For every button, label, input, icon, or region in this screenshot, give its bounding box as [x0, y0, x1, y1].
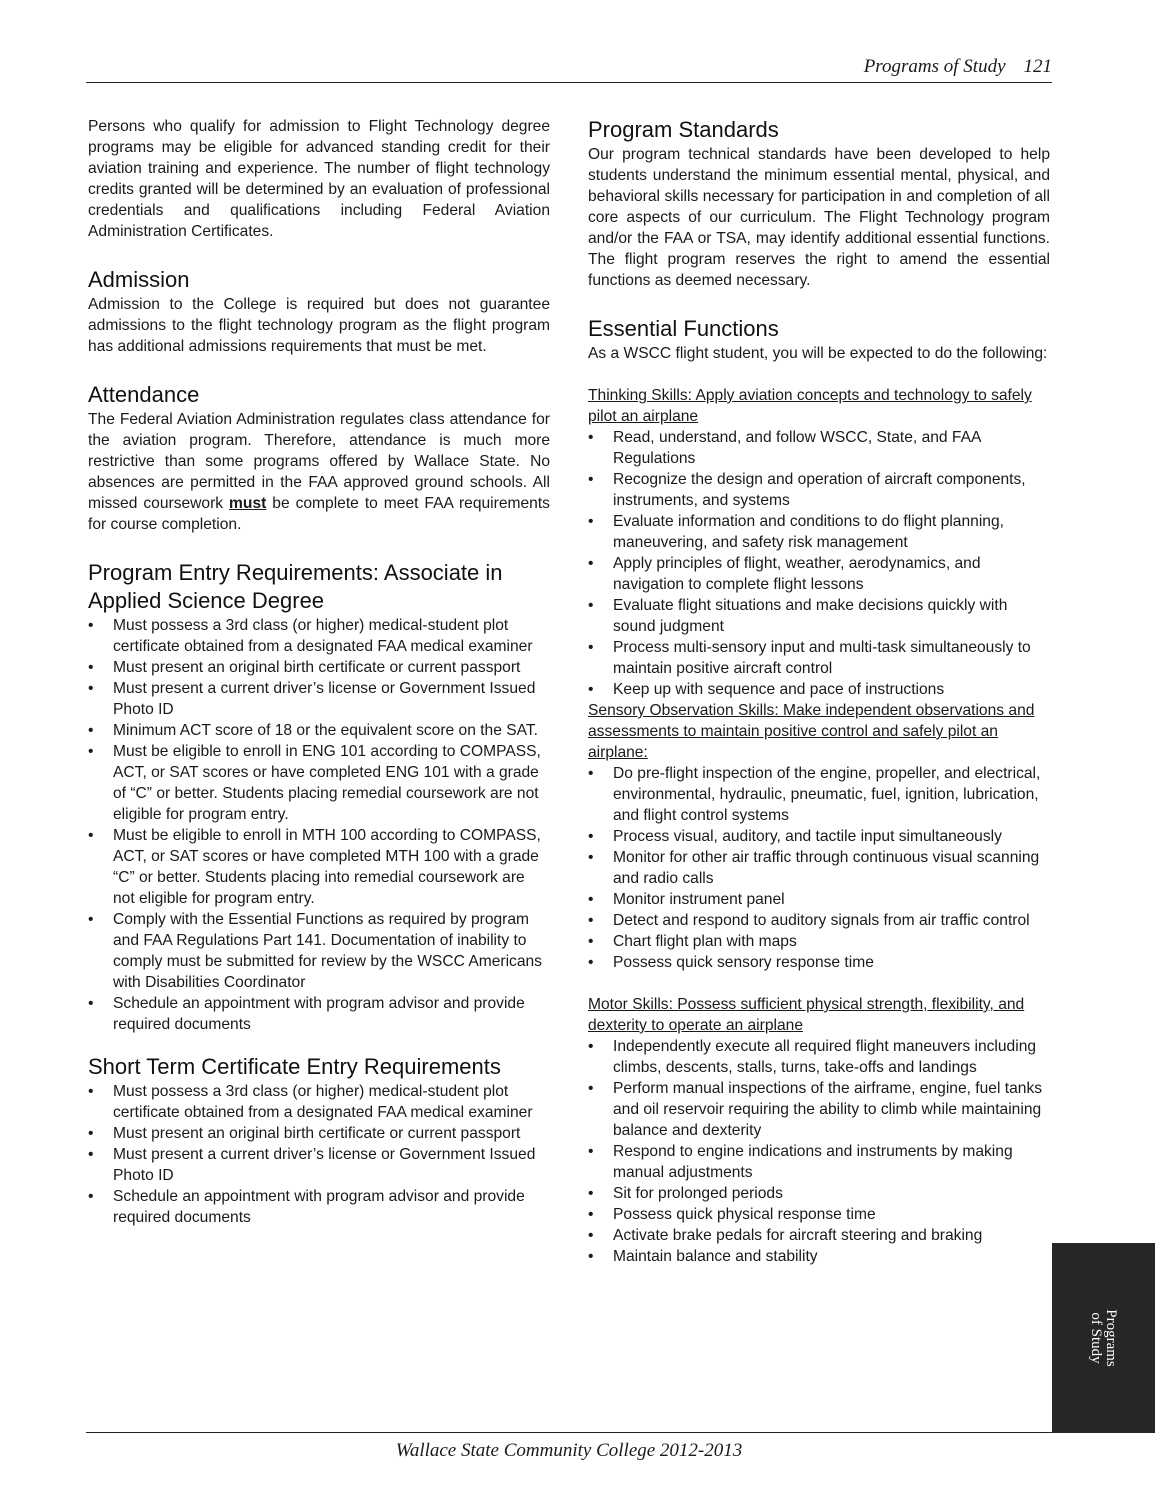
short-term-heading: Short Term Certificate Entry Requirements [88, 1054, 501, 1079]
admission-paragraph: Admission to the College is required but does not guarantee admissions to the flight technology program as the flight program has additional admissions requirements that must be met. [88, 296, 550, 355]
left-column [88, 116, 550, 1228]
section-side-tab [1052, 1243, 1155, 1433]
side-tab-label [1088, 1309, 1118, 1367]
attendance-text-part: be complete to meet FAA requirements for course completion. [88, 495, 550, 533]
list-item: • Evaluate information and conditions to do flight planning, maneuvering, and safety risk management [588, 511, 1050, 553]
list-item: • Do pre-flight inspection of the engine, propeller, and electrical, environmental, hydraulic, pneumatic, fuel, ignition, lubrication, and flight control systems [588, 763, 1050, 826]
admission-heading: Admission [88, 267, 190, 292]
motor-skills-title: Motor Skills: Possess sufficient physical strength, flexibility, and dexterity to operate an airplane [588, 996, 1025, 1034]
list-item: • Process visual, auditory, and tactile input simultaneously [588, 826, 1050, 847]
list-item: • Must present a current driver’s license or Government Issued Photo ID [88, 1144, 550, 1186]
sensory-skills-title: Sensory Observation Skills: Make independent observations and assessments to maintain positive control and safely pilot an airplane: [588, 702, 1035, 761]
list-item: • Must present a current driver’s license or Government Issued Photo ID [88, 678, 550, 720]
list-item: • Comply with the Essential Functions as required by program and FAA Regulations Part 141. Documentation of inability to comply must be submitted for review by the WSCC Americans with Disabilities Coordinator [88, 909, 550, 993]
side-tab-line: Programs [1103, 1309, 1119, 1367]
program-standards-heading: Program Standards [588, 117, 779, 142]
list-item: • Recognize the design and operation of aircraft components, instruments, and systems [588, 469, 1050, 511]
list-item: • Keep up with sequence and pace of instructions [588, 679, 1050, 700]
page-number: 121 [1023, 56, 1052, 77]
list-item: • Maintain balance and stability [588, 1246, 1050, 1267]
footer-rule [86, 1432, 1052, 1433]
list-item: • Must present an original birth certificate or current passport [88, 657, 550, 678]
essential-functions-intro: As a WSCC flight student, you will be expected to do the following: [588, 345, 1048, 362]
list-item: • Must be eligible to enroll in ENG 101 according to COMPASS, ACT, or SAT scores or have completed ENG 101 with a grade of “C” or better. Students placing remedial coursework are not eligible for program entry. [88, 741, 550, 825]
attendance-heading: Attendance [88, 382, 200, 407]
program-entry-heading: Program Entry Requirements: Associate in Applied Science Degree [88, 560, 503, 613]
attendance-emphasis: must [229, 495, 267, 512]
list-item: • Respond to engine indications and instruments by making manual adjustments [588, 1141, 1050, 1183]
list-item: • Possess quick sensory response time [588, 952, 1050, 973]
program-entry-list [88, 615, 550, 1035]
list-item: • Activate brake pedals for aircraft steering and braking [588, 1225, 1050, 1246]
program-standards-paragraph: Our program technical standards have been developed to help students understand the minimum essential mental, physical, and behavioral skills necessary for participation in and completion of all core aspects of our curriculum. The Flight Technology program and/or the FAA or TSA, may identify additional essential functions. The flight program reserves the right to amend the essential functions as deemed necessary. [588, 146, 1050, 289]
thinking-skills-list [588, 427, 1050, 700]
running-header [86, 56, 1052, 78]
attendance-paragraph [88, 409, 550, 535]
list-item: • Process multi-sensory input and multi-task simultaneously to maintain positive aircraft control [588, 637, 1050, 679]
motor-skills-list [588, 1036, 1050, 1267]
header-section-title: Programs of Study [863, 56, 1006, 77]
list-item: • Read, understand, and follow WSCC, State, and FAA Regulations [588, 427, 1050, 469]
attendance-text-part: The Federal Aviation Administration regulates class attendance for the aviation program. Therefore, attendance is much more restrictive than some programs offered by Wallace State. No absences are permitted in the FAA approved ground schools. All missed coursework [88, 411, 550, 512]
list-item: • Detect and respond to auditory signals from air traffic control [588, 910, 1050, 931]
running-footer: Wallace State Community College 2012-2013 [395, 1440, 743, 1461]
header-rule [86, 82, 1052, 83]
list-item: • Sit for prolonged periods [588, 1183, 1050, 1204]
essential-functions-heading: Essential Functions [588, 316, 779, 341]
right-column [588, 116, 1050, 1267]
list-item: • Schedule an appointment with program advisor and provide required documents [88, 1186, 550, 1228]
short-term-list [88, 1081, 550, 1228]
list-item: • Independently execute all required flight maneuvers including climbs, descents, stalls, turns, take-offs and landings [588, 1036, 1050, 1078]
list-item: • Possess quick physical response time [588, 1204, 1050, 1225]
list-item: • Perform manual inspections of the airframe, engine, fuel tanks and oil reservoir requiring the ability to climb while maintaining balance and dexterity [588, 1078, 1050, 1141]
sensory-skills-list [588, 763, 1050, 973]
side-tab-line: of Study [1088, 1312, 1104, 1364]
list-item: • Minimum ACT score of 18 or the equivalent score on the SAT. [88, 720, 550, 741]
list-item: • Monitor for other air traffic through continuous visual scanning and radio calls [588, 847, 1050, 889]
list-item: • Monitor instrument panel [588, 889, 1050, 910]
intro-paragraph: Persons who qualify for admission to Flight Technology degree programs may be eligible for advanced standing credit for their aviation training and experience. The number of flight technology credits granted will be determined by an evaluation of professional credentials and qualifications including Federal Aviation Administration Certificates. [88, 118, 550, 240]
list-item: • Must possess a 3rd class (or higher) medical-student plot certificate obtained from a designated FAA medical examiner [88, 1081, 550, 1123]
thinking-skills-title: Thinking Skills: Apply aviation concepts and technology to safely pilot an airplane [588, 387, 1032, 425]
list-item: • Must be eligible to enroll in MTH 100 according to COMPASS, ACT, or SAT scores or have completed MTH 100 with a grade “C” or better. Students placing into remedial coursework are not eligible for program entry. [88, 825, 550, 909]
list-item: • Evaluate flight situations and make decisions quickly with sound judgment [588, 595, 1050, 637]
list-item: • Chart flight plan with maps [588, 931, 1050, 952]
list-item: • Schedule an appointment with program advisor and provide required documents [88, 993, 550, 1035]
list-item: • Apply principles of flight, weather, aerodynamics, and navigation to complete flight lessons [588, 553, 1050, 595]
list-item: • Must present an original birth certificate or current passport [88, 1123, 550, 1144]
list-item: • Must possess a 3rd class (or higher) medical-student plot certificate obtained from a designated FAA medical examiner [88, 615, 550, 657]
